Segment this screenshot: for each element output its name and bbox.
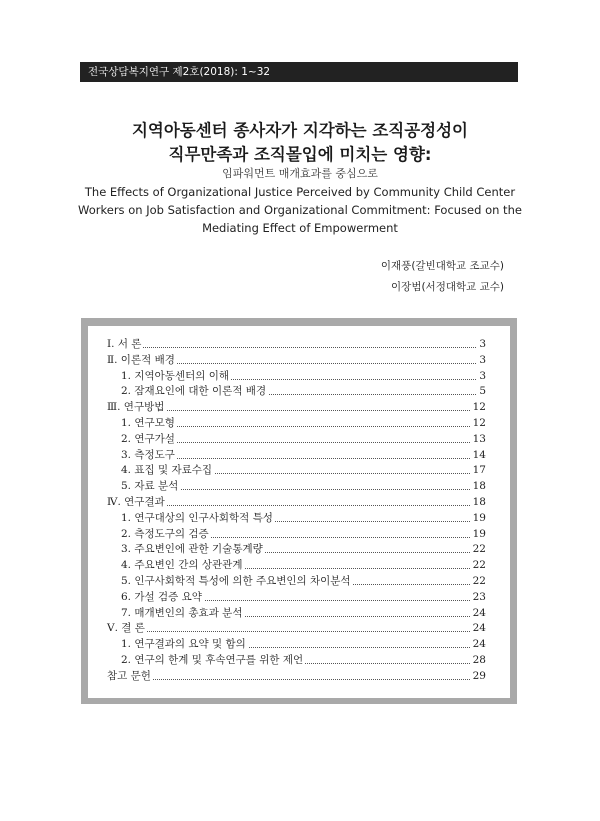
toc-entry-page: 13 <box>472 432 486 445</box>
toc-entry-label: 1. 연구모형 <box>121 417 175 429</box>
toc-entry <box>0 352 600 368</box>
toc-entry <box>0 478 600 494</box>
toc-entry <box>0 431 600 447</box>
toc-entry-page: 17 <box>472 464 486 477</box>
toc-entry <box>0 383 600 399</box>
toc-entry <box>0 573 600 589</box>
toc-entry <box>0 541 600 557</box>
toc-leader-dots <box>107 620 482 632</box>
toc-leader-dots <box>107 668 482 680</box>
toc-entry-page: 18 <box>472 496 486 508</box>
toc-entry <box>0 462 600 478</box>
toc-entry-page: 29 <box>472 669 486 682</box>
toc-entry <box>0 336 600 352</box>
toc-entry <box>0 620 600 636</box>
english-title-line-3: Mediating Effect of Empowerment <box>202 221 398 235</box>
toc-entry <box>0 589 600 605</box>
toc-entry-page: 3 <box>479 338 486 350</box>
toc-entry-page: 3 <box>479 369 486 382</box>
toc-entry-page: 19 <box>472 527 486 540</box>
toc-entry-page: 5 <box>479 385 486 398</box>
toc-entry <box>0 415 600 431</box>
toc-entry-page: 23 <box>472 590 486 603</box>
toc-entry-label: 6. 가설 검증 요약 <box>121 590 202 603</box>
toc-entry-page: 24 <box>472 638 486 651</box>
toc-entry-label: Ⅱ. 이론적 배경 <box>107 353 175 366</box>
toc-entry <box>0 636 600 652</box>
toc-entry-label: 5. 인구사회학적 특성에 의한 주요변인의 차이분석 <box>121 575 351 587</box>
toc-entry-page: 12 <box>472 401 486 414</box>
korean-title-line-2: 직무만족과 조직몰입에 미치는 영향: <box>168 145 432 164</box>
toc-leader-dots <box>107 336 482 348</box>
author-2: 이장범(서정대학교 교수) <box>391 281 504 293</box>
toc-entry <box>0 652 600 668</box>
toc-entry <box>0 557 600 573</box>
toc-entry <box>0 668 600 684</box>
toc-entry <box>0 399 600 415</box>
toc-entry-page: 3 <box>479 353 486 366</box>
toc-entry <box>0 494 600 510</box>
toc-entry <box>0 605 600 621</box>
journal-header: 전국상담복지연구 제2호(2018): 1~32 <box>80 62 518 82</box>
english-title-line-2: Workers on Job Satisfaction and Organizational Commitment: Focused on the <box>78 203 522 217</box>
toc-entry-label: 3. 측정도구 <box>121 448 175 461</box>
toc-entry-label: 3. 주요변인에 관한 기술통계량 <box>121 543 263 556</box>
toc-entry-label: 1. 지역아동센터의 이해 <box>121 369 229 382</box>
toc-entry-page: 22 <box>472 559 486 572</box>
toc-entry-label: Ⅳ. 연구결과 <box>107 496 165 508</box>
toc-entry <box>0 510 600 526</box>
author-1: 이재풍(갈빈대학교 조교수) <box>380 260 504 272</box>
toc-entry <box>0 447 600 463</box>
toc-entry-label: 4. 표집 및 자료수집 <box>121 464 213 477</box>
toc-entry-page: 28 <box>472 654 486 666</box>
toc-entry-label: 2. 연구의 한계 및 후속연구를 위한 제언 <box>121 654 304 666</box>
toc-entry-page: 18 <box>472 480 486 493</box>
toc-entry-label: 1. 연구대상의 인구사회학적 특성 <box>121 511 273 524</box>
toc-entry-page: 12 <box>472 417 486 429</box>
toc-entry-label: 2. 측정도구의 검증 <box>121 527 209 540</box>
korean-title-line-1: 지역아동센터 종사자가 지각하는 조직공정성이 <box>131 121 468 140</box>
toc-entry-label: 참고 문헌 <box>107 669 151 682</box>
toc-entry-page: 22 <box>472 543 486 556</box>
toc-entry-label: 4. 주요변인 간의 상관관계 <box>121 559 243 572</box>
toc-entry <box>0 368 600 384</box>
toc-entry-page: 24 <box>472 606 486 619</box>
korean-subtitle: 임파워먼트 매개효과를 중심으로 <box>222 167 378 180</box>
toc-entry <box>0 526 600 542</box>
toc-entry-label: 5. 자료 분석 <box>121 480 179 493</box>
toc-entry-label: Ⅴ. 결 론 <box>107 622 145 635</box>
toc-entry-label: Ⅲ. 연구방법 <box>107 401 165 414</box>
toc-entry-page: 24 <box>472 622 486 635</box>
toc-entry-page: 19 <box>472 511 486 524</box>
english-title-line-1: The Effects of Organizational Justice Perceived by Community Child Center <box>84 185 516 199</box>
toc-entry-page: 14 <box>472 448 486 461</box>
toc-entry-label: 1. 연구결과의 요약 및 함의 <box>121 638 246 651</box>
toc-entry-page: 22 <box>472 575 486 587</box>
toc-entry-label: 2. 잠재요인에 대한 이론적 배경 <box>121 385 267 398</box>
toc-entry-label: 7. 매개변인의 총효과 분석 <box>121 606 243 619</box>
toc-entry-label: 2. 연구가설 <box>121 432 175 445</box>
toc-entry-label: Ⅰ. 서 론 <box>107 338 142 350</box>
